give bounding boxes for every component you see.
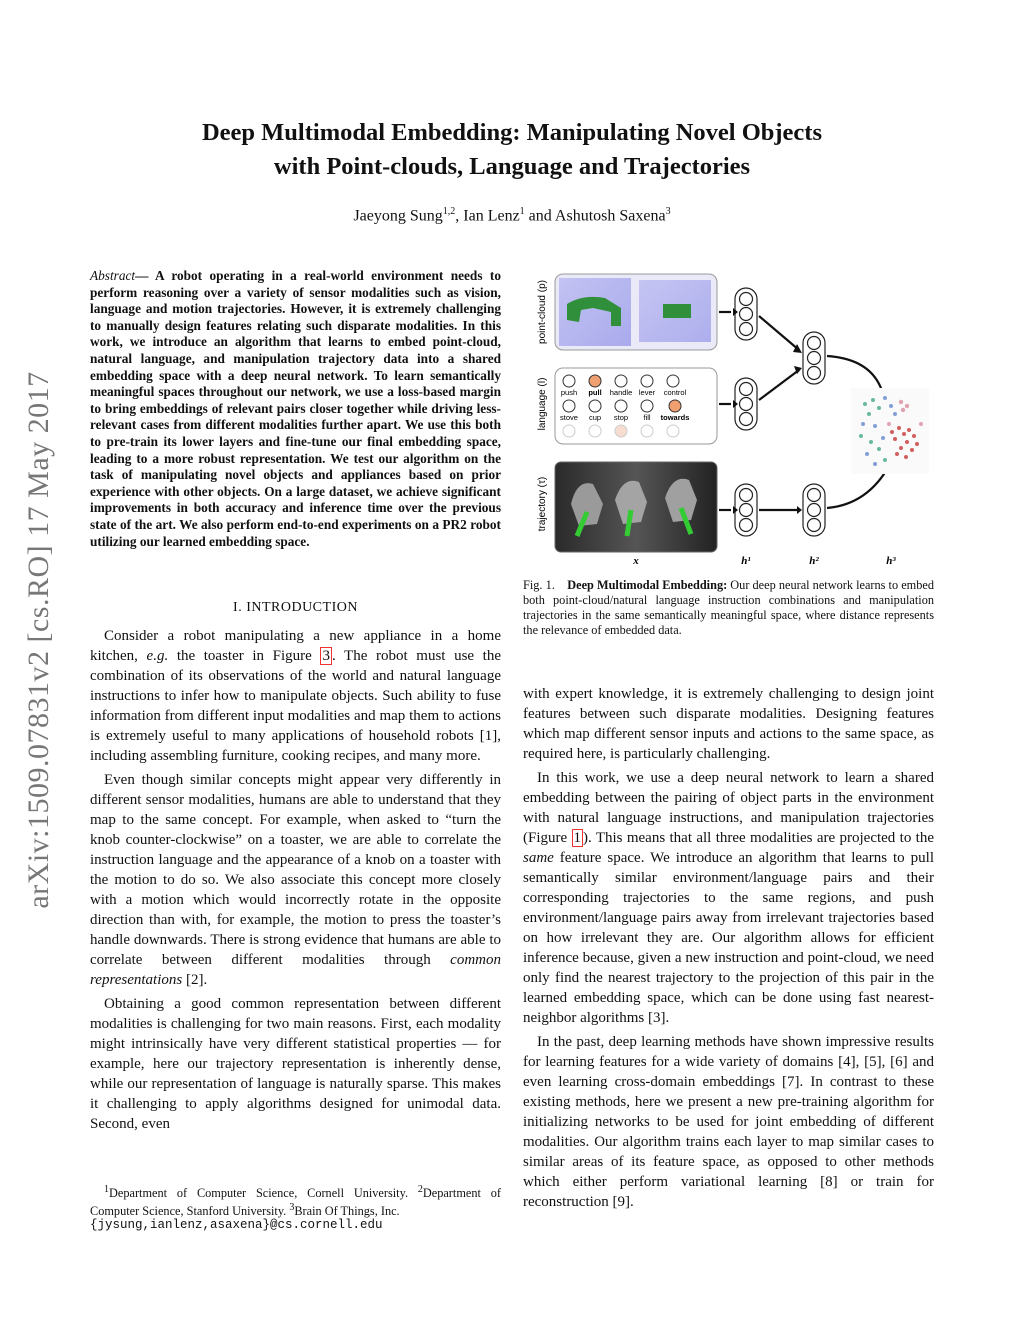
- right-column-body: [523, 684, 934, 1216]
- abstract-text: — A robot operating in a real-world environment needs to perform reasoning over a variety of sensor modalities such as vision, language and motion trajectories. However, it is extremely challenging to manually design features relating such disparate modalities. In this work, we introduce an algorithm that learns to embed point-cloud, natural language, and manipulation trajectory data into a shared embedding space with a deep neural network. To learn semantically meaningful spaces throughout our network, we use a loss-based margin to bring embeddings of relevant pairs closer together while driving less-relevant cases from different modalities further apart. We use this both to pre-train its lower layers and fine-tune our final embedding space, leading to a more robust representation. We test our algorithm on the task of manipulating novel objects and appliances based on prior experience with other objects. On a large dataset, we achieve significant improvements in both accuracy and inference time over the previous state of the art. We also perform end-to-end experiments on a PR2 robot utilizing our learned embedding space.: [90, 268, 501, 549]
- title-line-1: Deep Multimodal Embedding: Manipulating Novel Objects: [201, 119, 822, 146]
- layer-h1-nodes: [735, 288, 757, 536]
- paragraph: In this work, we use a deep neural network to learn a shared embedding between the pairing of object parts in the environment with natural language instructions, and manipulation trajectories (Figure 1 ). This means that all three modalities are projected to the same feature space. We introduce an algorithm that learns to pull semantically similar environment/language pairs and their corresponding trajectories to the same regions, and push environment/language pairs away from irrelevant trajectories based on how irrelevant they are. Our algorithm allows for efficient inference because, given a new instruction and point-cloud, we need only find the nearest trajectory to the projection of this pair in the learned embedding space, which can be done using fast nearest-neighbor algorithms [3].: [523, 770, 934, 1026]
- axis-label-x: x: [633, 555, 639, 567]
- arxiv-identifier: arXiv:1509.07831v2 [cs.RO] 17 May 2017: [22, 371, 55, 909]
- author-list: Jaeyong Sung$^{1,2}$, Ian Lenz$^1$ and Ashutosh Saxena$^3$: [353, 206, 671, 225]
- row-label-point-cloud: point-cloud (p): [537, 280, 548, 344]
- axis-label-h3: h³: [886, 555, 896, 567]
- language-panel: [555, 368, 717, 444]
- abstract: [90, 268, 501, 550]
- section-heading-introduction: I. INTRODUCTION: [233, 600, 358, 615]
- left-column-body: [90, 626, 501, 1138]
- point-cloud-panel: [555, 274, 717, 350]
- affiliation-footnote: $^1$Department of Computer Science, Cornell University. $^2$Department of Computer Science, Stanford University. $^3$Brain Of Things, Inc. {jysung,ianlenz,asaxena}@cs.cornell.edu: [90, 1184, 501, 1233]
- paper-title: [140, 116, 884, 184]
- paragraph: Consider a robot manipulating a new appliance in a home kitchen, e.g. the toaster in Figure 3 . The robot must use the combination of its observations of the world and natural language instructions to infer how to manipulate objects. Such ability to fuse information from different input modalities and map them to actions is extremely useful to many applications of household robots [1], including assembling furniture, cooking recipes, and many more.: [90, 628, 502, 764]
- contact-email: {jysung,ianlenz,asaxena}@cs.cornell.edu: [90, 1218, 383, 1233]
- paragraph: Even though similar concepts might appear very differently in different sensor modalities, humans are able to understand that they map to the same concept. For example, when asked to “turn the knob counter-clockwise” on a toaster, we are able to correlate the instruction language and the appearance of a knob on a toaster with the motion to do so. We also associate this concept more closely with a motion which would incorrectly rotate in the opposite direction than with, for example, the motion to press the toaster’s handle downwards. There is strong evidence that humans are able to correlate between different modalities through common representations [2].: [90, 772, 501, 988]
- word-lever: lever: [638, 388, 656, 397]
- paragraph: Obtaining a good common representation between different modalities is challenging for two main reasons. First, each modality might intrinsically have very different statistical properties — for example, here our trajectory representation is inherently dense, while our representation of language is naturally sparse. This makes it challenging to apply algorithms designed for unimodal data. Second, even: [90, 996, 501, 1132]
- word-control: control: [663, 388, 687, 397]
- word-push: push: [560, 388, 578, 397]
- figure-reference-link[interactable]: 3: [322, 648, 330, 664]
- word-towards: towards: [660, 413, 690, 422]
- row-label-language: language (l): [537, 377, 548, 431]
- word-pull: pull: [588, 388, 602, 397]
- paragraph: In the past, deep learning methods have shown impressive results for learning features for a wide variety of domains [4], [5], [6] and even learning cross-domain embeddings [7]. In contrast to these existing methods, here we present a new pre-training algorithm for initializing networks to be used for joint embedding of different modalities. Our algorithm trains each layer to map similar cases to similar areas of its feature space, as opposed to other methods which either perform variational learning [8] or train for reconstruction [9].: [523, 1034, 934, 1210]
- paragraph: with expert knowledge, it is extremely challenging to design joint features between such disparate modalities. Designing features which map different sensor inputs and actions to the same space, as required here, is particularly challenging.: [523, 686, 934, 762]
- word-fill: fill: [643, 413, 651, 422]
- title-line-2: with Point-clouds, Language and Trajectories: [273, 153, 751, 180]
- word-handle: handle: [609, 388, 633, 397]
- author-3: Ashutosh Saxena: [554, 207, 666, 225]
- layer-h2-nodes: [803, 332, 825, 536]
- row-label-trajectory: trajectory (τ): [537, 476, 548, 532]
- figure-reference-link[interactable]: 1: [573, 830, 582, 846]
- author-1: Jaeyong Sung: [353, 207, 443, 225]
- word-stove: stove: [560, 413, 578, 422]
- embedding-space-scatter: [851, 388, 929, 474]
- axis-label-h2: h²: [809, 555, 819, 567]
- abstract-label: Abstract: [90, 268, 136, 283]
- figure-1-diagram: [523, 264, 934, 574]
- trajectory-panel: [555, 462, 717, 552]
- figure-1-caption: Fig. 1. Deep Multimodal Embedding: Our deep neural network learns to embed both point-cloud/natural language instruction combinations and manipulation trajectories in the same semantically meaningful space, where distance represents the relevance of embedded data.: [523, 578, 934, 637]
- word-cup: cup: [588, 413, 602, 422]
- word-stop: stop: [613, 413, 629, 422]
- axis-label-h1: h¹: [741, 555, 751, 567]
- author-2: Ian Lenz: [463, 207, 520, 225]
